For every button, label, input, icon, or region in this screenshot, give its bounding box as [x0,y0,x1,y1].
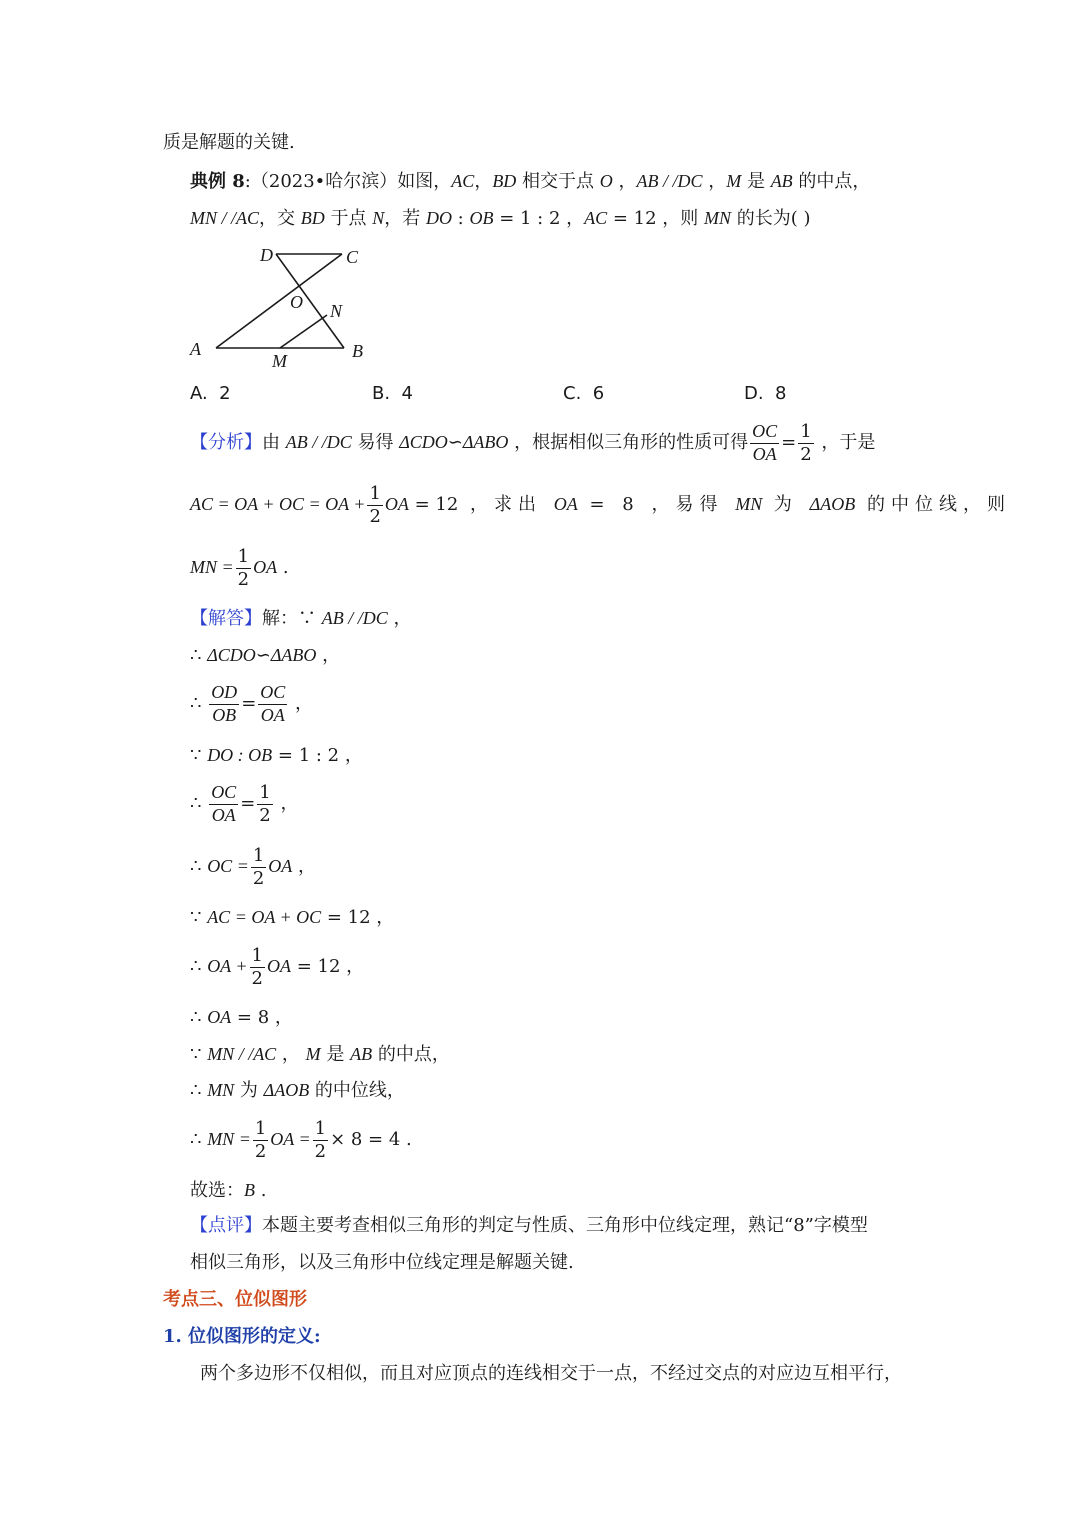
math: MN [735,494,763,514]
numerator: 1 [259,781,271,803]
option-a [190,382,231,406]
sep: ， [612,171,637,192]
text: 的中点， [372,1044,450,1065]
solution-line-3 [190,743,363,768]
text: ， [276,1044,306,1065]
text: ∴ [190,1080,208,1101]
option-value: 4 [401,383,413,404]
label-n: N [330,301,343,321]
text: = [240,793,256,814]
fraction [251,846,266,889]
math: OA [268,856,293,876]
option-letter: A. [190,383,208,404]
segment-ac [216,254,342,348]
math: ΔAOB [263,1080,310,1100]
label-o: O [290,292,303,312]
text: ，求出 [458,494,554,515]
text: 故选： [190,1180,244,1201]
math-o: O [599,171,613,191]
math-ac: AC [584,208,608,228]
example-source: :（2023•哈尔滨）如图， [244,171,452,192]
math-ab: AB [770,171,793,191]
denominator: 2 [369,505,381,527]
fraction [250,946,265,989]
text: 的中位线，则 [855,494,1011,515]
text: ∴ [190,956,208,977]
fraction [209,683,239,726]
label-d: D [260,245,273,265]
math: MN = [207,1129,251,1149]
text: = 12 [408,494,459,515]
section-title: 考点三、位似图形 [163,1289,307,1310]
text: = [781,432,797,453]
text: 本题主要考查相似三角形的判定与性质、三角形中位线定理，熟记“8”字模型 [262,1215,868,1236]
example-line-2 [190,206,811,231]
math-ob: OB [469,208,494,228]
analysis-line-1 [190,418,875,467]
text: 相交于点 [516,171,600,192]
text: ， [387,608,412,629]
text: = [241,693,257,714]
text: 的中点， [792,171,871,192]
solution-line-0 [190,606,411,631]
math: AC = OA + OC [207,907,322,927]
text: ，于是 [815,432,876,453]
text: ， [316,645,341,666]
text: = 12 ， [321,907,395,928]
text: ∴ [190,1007,208,1028]
text: ， [292,856,317,877]
label-m: M [272,351,287,371]
math: AC = OA + OC = OA + [190,494,366,514]
definition-text: 两个多边形不仅相似，而且对应顶点的连线相交于一点，不经过交点的对应边互相平行， [200,1363,902,1384]
review-line-1 [190,1214,868,1238]
solution-line-10 [190,1078,405,1103]
analysis-tag: 【分析】 [190,432,262,453]
math: AB [350,1044,373,1064]
solution-line-1 [190,643,340,668]
numerator: OC [258,683,287,705]
sep: ， [702,171,727,192]
math: MN / /AC [207,1044,277,1064]
math: OA [207,1007,232,1027]
math: MN [207,1080,235,1100]
math: AB / /DC [285,432,352,452]
denominator: 2 [254,1140,267,1162]
text: ，交 [259,208,301,229]
text: : [451,208,470,229]
label-c: C [346,247,359,267]
example-label: 典例 8 [190,171,245,192]
option-value: 2 [219,383,231,404]
math: OA [253,557,278,577]
option-letter: D. [744,383,764,404]
numerator: OC [750,422,779,444]
math: ΔCDO∽ΔABO [399,432,509,452]
denominator: OA [260,704,285,725]
text: . [277,557,289,578]
text: 是 [741,171,771,192]
text: = 8 ， [231,1007,293,1028]
text: . [255,1180,267,1201]
solution-line-2 [190,680,313,728]
math: ΔCDO∽ΔABO [207,645,317,665]
denominator: 2 [237,568,250,590]
math: M [305,1044,321,1064]
text: = 12 ，则 [607,208,705,229]
text: 是 [320,1044,351,1065]
text: ∴ [190,693,208,714]
option-c [563,382,604,406]
solution-line-5 [190,842,316,891]
fraction [236,547,251,590]
label-b: B [352,341,363,361]
example-line-1 [190,169,870,194]
denominator: 2 [251,967,263,989]
text: ，若 [384,208,426,229]
text: ，根据相似三角形的性质可得 [508,432,749,453]
solution-tag: 【解答】 [190,608,262,629]
numerator: 1 [314,1117,327,1139]
text: ∴ [190,856,208,877]
math-m: M [726,171,742,191]
math: DO : OB [207,745,273,765]
text: 的中位线， [309,1080,405,1101]
text: ∵ [190,907,208,928]
text: 解：∵ [262,608,322,629]
segment-mn [280,315,327,348]
solution-line-6 [190,905,394,930]
analysis-line-3 [190,543,289,592]
math: OA + [207,956,248,976]
option-letter: C. [563,383,582,404]
text: ， [274,793,299,814]
math: OA = [270,1129,311,1149]
math: OA [266,956,291,976]
denominator: 2 [252,867,265,889]
math-do: DO [425,208,452,228]
text: 的长为( ) [731,208,811,229]
numerator: 1 [254,1117,267,1139]
numerator: 1 [237,545,250,567]
label-a: A [190,339,201,359]
fraction [257,783,272,826]
fraction [253,1119,268,1162]
solution-line-4 [190,780,298,828]
text: = 1 : 2 ， [493,208,585,229]
numerator: 1 [369,482,381,504]
geometry-figure [180,238,380,373]
text: ， [289,693,314,714]
denominator: 2 [259,804,271,826]
text: 为 [762,494,810,515]
math: OA [384,494,409,514]
solution-line-8 [190,1005,293,1030]
option-value: 8 [775,383,787,404]
numerator: OD [209,683,239,705]
math-bd: BD [492,171,517,191]
text: ∵ [190,745,208,766]
denominator: 2 [314,1140,327,1162]
math: AB / /DC [321,608,388,628]
text: = 8 ，易得 [577,494,736,515]
option-b [372,382,413,406]
text: = 12 ， [290,956,365,977]
option-letter: B. [372,383,391,404]
math-ac: AC [451,171,475,191]
text: 易得 [351,432,400,453]
text: 由 [262,432,286,453]
text: ∴ [190,1129,208,1150]
text: × 8 = 4 . [330,1129,412,1150]
solution-line-12 [190,1178,266,1203]
denominator: OA [211,804,236,825]
math-ab-parallel-dc: AB / /DC [636,171,703,191]
review-tag: 【点评】 [190,1215,262,1236]
math: OC = [207,856,249,876]
math: MN = [190,557,234,577]
fraction [798,422,813,465]
fraction [258,683,287,726]
text: = 1 : 2 ， [272,745,363,766]
solution-line-11 [190,1115,412,1164]
option-d [744,382,787,406]
math-bd: BD [300,208,325,228]
subsection-title: 1. 位似图形的定义: [163,1326,321,1347]
fraction [750,422,779,465]
fraction [209,783,238,826]
numerator: 1 [252,844,265,866]
math-n: N [372,208,385,228]
numerator: 1 [800,420,812,442]
fraction [313,1119,328,1162]
text: ∴ [190,793,208,814]
denominator: OB [212,704,237,725]
math: B [244,1180,255,1200]
text: 为 [234,1080,264,1101]
text: ∵ [190,1044,208,1065]
solution-line-7 [190,942,364,991]
solution-line-9 [190,1042,450,1067]
math: OA [553,494,578,514]
numerator: OC [209,783,238,805]
math-mn-parallel-ac: MN / /AC [190,208,260,228]
text: ∴ [190,645,208,666]
review-line-2: 相似三角形，以及三角形中位线定理是解题关键. [190,1252,574,1273]
option-value: 6 [592,383,605,404]
math-mn: MN [704,208,732,228]
sep: ， [474,171,493,192]
text: 于点 [324,208,373,229]
fraction [367,484,382,527]
intro-text: 质是解题的关键. [163,132,295,153]
numerator: 1 [251,944,263,966]
denominator: OA [752,443,777,464]
denominator: 2 [800,443,812,465]
analysis-line-2 [190,480,1011,529]
math: ΔAOB [809,494,856,514]
